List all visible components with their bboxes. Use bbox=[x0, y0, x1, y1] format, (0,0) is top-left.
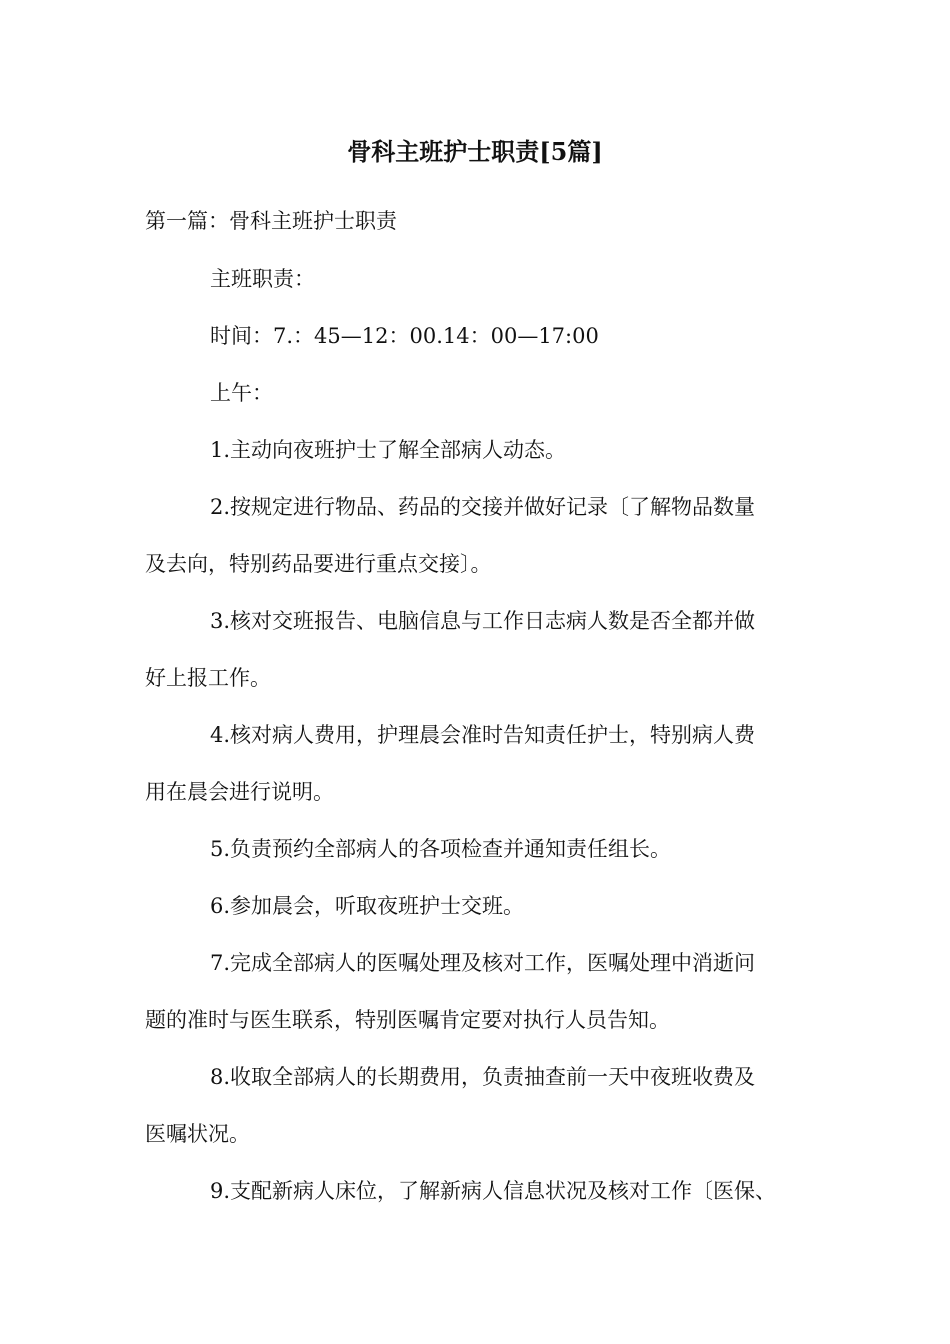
list-item-1: 1.主动向夜班护士了解全部病人动态。 bbox=[210, 438, 567, 462]
section-heading: 第一篇：骨科主班护士职责 bbox=[145, 209, 397, 233]
list-item-5: 5.负责预约全部病人的各项检查并通知责任组长。 bbox=[210, 837, 672, 861]
list-item-2-continued: 及去向，特别药品要进行重点交接〕。 bbox=[145, 552, 492, 576]
list-item-2: 2.按规定进行物品、药品的交接并做好记录〔了解物品数量 bbox=[210, 495, 756, 519]
list-item-3: 3.核对交班报告、电脑信息与工作日志病人数是否全都并做 bbox=[210, 609, 756, 633]
time-line: 时间：7.：45—12：00.14：00—17:00 bbox=[210, 324, 599, 348]
list-item-6: 6.参加晨会，听取夜班护士交班。 bbox=[210, 894, 525, 918]
list-item-8: 8.收取全部病人的长期费用，负责抽查前一天中夜班收费及 bbox=[210, 1065, 756, 1089]
duty-heading: 主班职责： bbox=[210, 267, 315, 291]
list-item-8-continued: 医嘱状况。 bbox=[145, 1122, 250, 1146]
list-item-3-continued: 好上报工作。 bbox=[145, 666, 271, 690]
document-title: 骨科主班护士职责[5篇] bbox=[347, 137, 603, 166]
list-item-7: 7.完成全部病人的医嘱处理及核对工作，医嘱处理中消逝问 bbox=[210, 951, 756, 975]
list-item-4-continued: 用在晨会进行说明。 bbox=[145, 780, 334, 804]
list-item-9: 9.支配新病人床位，了解新病人信息状况及核对工作〔医保、 bbox=[210, 1179, 777, 1203]
list-item-4: 4.核对病人费用，护理晨会准时告知责任护士，特别病人费 bbox=[210, 723, 756, 747]
list-item-7-continued: 题的准时与医生联系，特别医嘱肯定要对执行人员告知。 bbox=[145, 1008, 670, 1032]
morning-label: 上午： bbox=[210, 381, 273, 405]
